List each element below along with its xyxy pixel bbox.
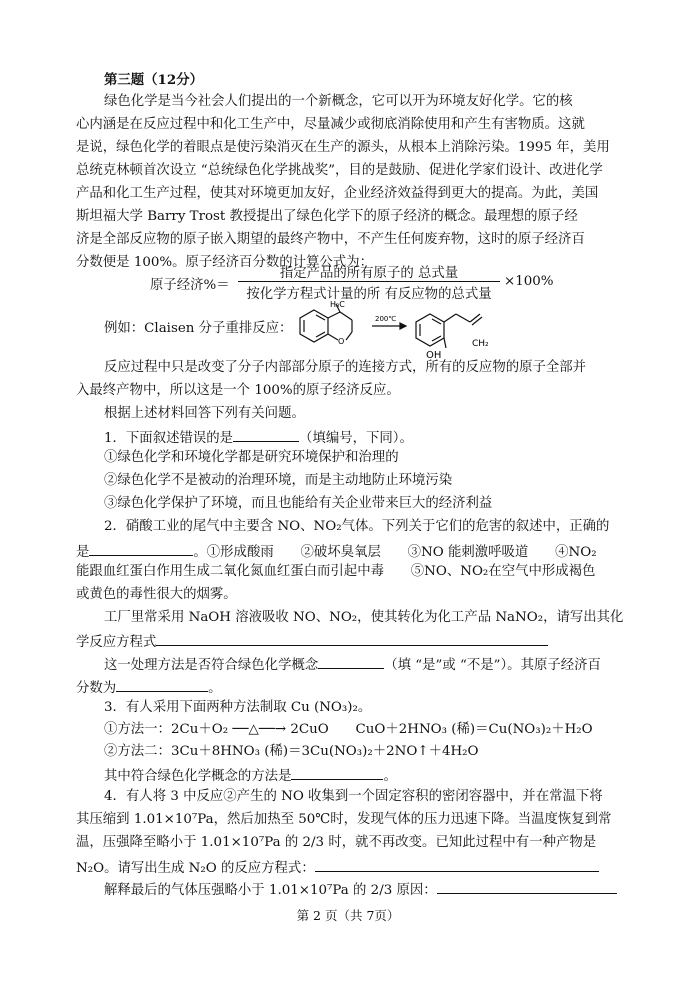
reaction-arrow: [372, 323, 406, 329]
question-1-stem: 1．下面叙述错误的是 （填编号，下同）。: [104, 428, 413, 447]
paragraph-line: 入最终产物中，所以这是一个 100%的原子经济反应。: [76, 383, 400, 398]
q4-line: 4．有人将 3 中反应②产生的 NO 收集到一个固定容积的密闭容器中，并在常温下将: [104, 789, 603, 804]
q2-line: 或黄色的毒性很大的烟雾。: [76, 587, 237, 602]
intro-line: 斯坦福大学 Barry Trost 教授提出了绿色化学下的原子经济的概念。最理想的原子经: [76, 209, 578, 224]
answer-blank-q4-reason[interactable]: [437, 880, 617, 894]
intro-line: 总统克林顿首次设立 “总统绿色化学挑战奖”，目的是鼓励、促进化学家们设计、改进化学: [76, 163, 603, 178]
oxygen-atom-label: O: [338, 337, 345, 346]
fraction-bar: [238, 281, 500, 282]
intro-line: 产品和化工生产过程，使其对环境更加友好，企业经济效益得到更大的提高。为此，美国: [76, 186, 599, 201]
question-heading: 第三题（12分）: [104, 72, 203, 88]
q2-line: 2．硝酸工业的尾气中主要含 NO、NO₂气体。下列关于它们的危害的叙述中，正确的: [104, 519, 610, 534]
intro-line: 绿色化学是当今社会人们提出的一个新概念，它可以开为环境友好化学。它的核: [104, 94, 573, 109]
answer-blank-q4-equation[interactable]: [315, 858, 599, 872]
q4-line: 温，压强降至略小于 1.01×10⁷Pa 的 2/3 时，就不再改变。已知此过程中有一种产物是: [76, 835, 597, 850]
q2-line: 工厂里常采用 NaOH 溶液吸收 NO、NO₂，使其转化为化工产品 NaNO₂，请写出其化: [104, 610, 624, 625]
q4-line: 解释最后的气体压强略小于 1.01×10⁷Pa 的 2/3 原因：: [104, 880, 617, 899]
q2-line: 能跟血红蛋白作用生成二氧化氮血红蛋白而引起中毒 ⑤NO、NO₂在空气中形成褐色: [76, 564, 596, 579]
formula-denominator: 按化学方程式计量的所 有反应物的总式量: [246, 287, 492, 302]
page-footer: 第 2 页（共 7页）: [296, 908, 400, 923]
answer-blank-q2-harms[interactable]: [89, 542, 193, 556]
q2-line: 学反应方程式: [76, 632, 548, 651]
paragraph-line: 反应过程中只是改变了分子内部部分原子的连接方式，所有的反应物的原子全部并: [104, 360, 587, 375]
intro-line: 心内涵是在反应过程中和化工生产中，尽量减少或彻底消除使用和产生有害物质。这就: [76, 117, 585, 132]
example-label: 例如：Claisen 分子重排反应：: [104, 321, 293, 336]
product-oh-label: OH: [426, 350, 442, 361]
formula-lhs: 原子经济%＝: [150, 278, 230, 293]
q1-option: ②绿色化学不是被动的治理环境，而是主动地防止环境污染: [104, 473, 453, 488]
q1-option: ③绿色化学保护了环境，而且也能给有关企业带来巨大的经济利益: [104, 496, 493, 511]
q2-line: 是 。①形成酸雨 ②破坏臭氧层 ③NO 能刺激呼吸道 ④NO₂: [76, 542, 597, 561]
q3-stem: 3．有人采用下面两种方法制取 Cu (NO₃)₂。: [104, 700, 372, 715]
intro-line: 济是全部反应物的原子嵌入期望的最终产物中，不产生任何废弃物，这时的原子经济百: [76, 232, 585, 247]
q2-line: 这一处理方法是否符合绿色化学概念 （填 “是”或 “不是”）。其原子经济百: [104, 655, 601, 674]
q4-line: N₂O。请写出生成 N₂O 的反应方程式：: [76, 858, 599, 877]
claisen-rearrangement-diagram: [296, 296, 546, 366]
q3-method-1: ①方法一：2Cu＋O₂ ──△──→ 2CuO CuO＋2HNO₃ (稀)＝Cu(NO₃)₂＋H₂O: [104, 722, 593, 737]
answer-blank-q2-equation[interactable]: [156, 632, 548, 646]
reaction-condition: 200℃: [375, 315, 397, 323]
instruction-line: 根据上述材料回答下列有关问题。: [104, 406, 305, 421]
answer-blank-q2-green[interactable]: [318, 655, 384, 669]
answer-blank-q2-percent[interactable]: [116, 678, 208, 692]
product-ch2-label: CH₂: [472, 339, 489, 349]
q1-option: ①绿色化学和环境化学都是研究环境保护和治理的: [104, 450, 399, 465]
q3-method-2: ②方法二：3Cu＋8HNO₃ (稀)＝3Cu(NO₃)₂＋2NO↑＋4H₂O: [104, 744, 479, 759]
intro-line: 是说，绿色化学的着眼点是使污染消灭在生产的源头，从根本上消除污染。1995 年，美用: [76, 140, 610, 155]
intro-line: 分数便是 100%。原子经济百分数的计算公式为：: [76, 255, 373, 270]
reactant-methyl-label: H₃C: [330, 300, 345, 309]
formula-rhs: ×100%: [504, 274, 554, 289]
q3-ask: 其中符合绿色化学概念的方法是 。: [104, 766, 397, 785]
formula-numerator: 指定产品的所有原子的 总式量: [279, 266, 459, 281]
q4-line: 其压缩到 1.01×10⁷Pa，然后加热至 50℃时，发现气体的压力迅速下降。当温度恢复到常: [76, 812, 612, 827]
answer-blank-q1[interactable]: [233, 428, 299, 442]
answer-blank-q3[interactable]: [291, 766, 383, 780]
q2-line: 分数为 。: [76, 678, 222, 697]
